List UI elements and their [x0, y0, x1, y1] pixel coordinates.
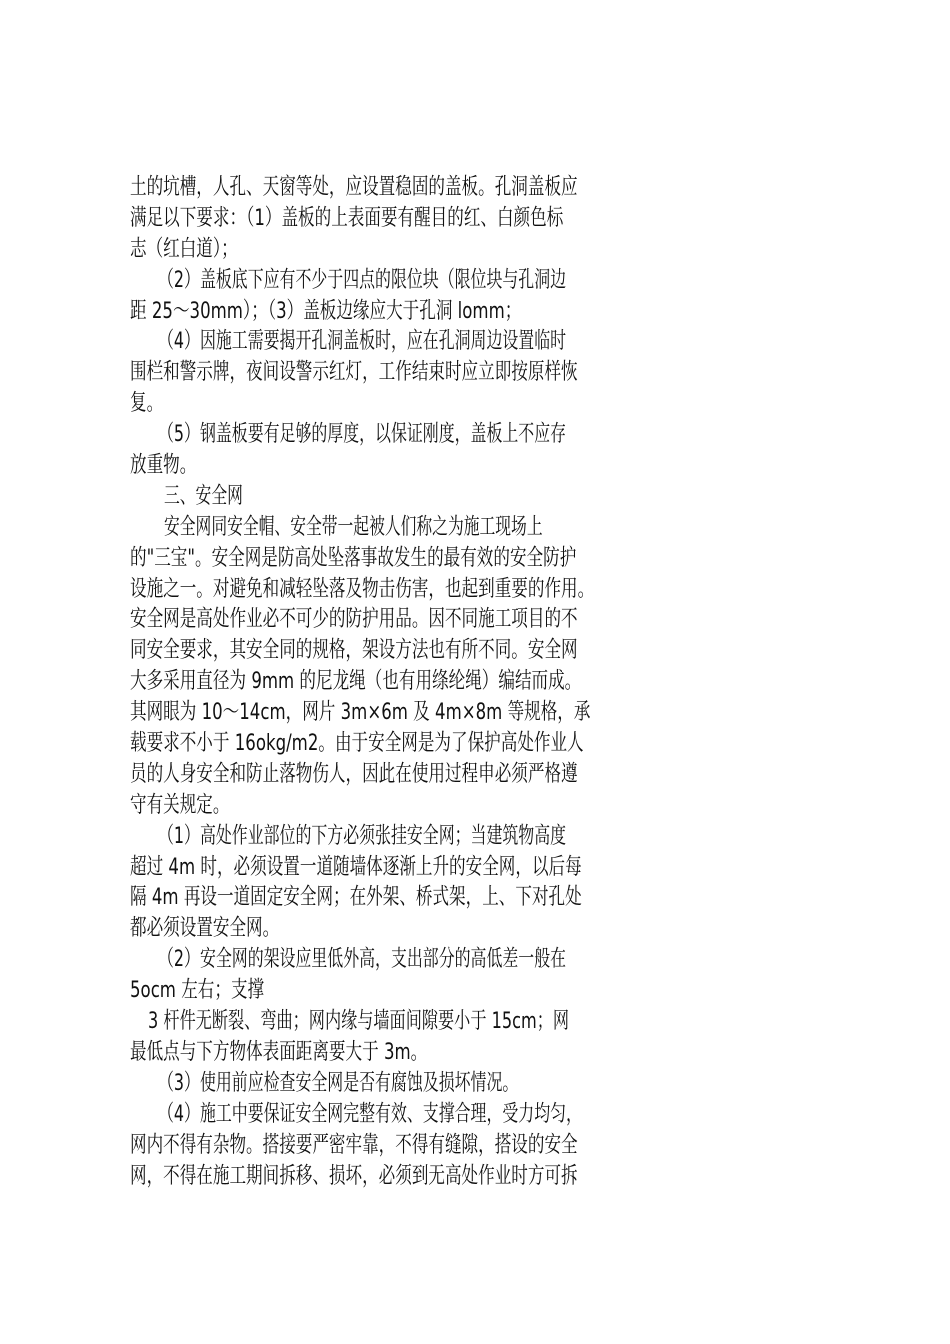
text-line: （2）盖板底下应有不少于四点的限位块（限位块与孔洞边: [158, 266, 567, 293]
text-line: 网内不得有杂物。搭接要严密牢靠，不得有缝隙，搭设的安全: [130, 1131, 578, 1158]
text-line: 距 25～30mm）；（3）盖板边缘应大于孔洞 lomm；: [130, 297, 522, 324]
text-line: 放重物。: [130, 452, 197, 479]
text-line: 满足以下要求：（1）盖板的上表面要有醒目的红、白颜色标: [130, 204, 564, 231]
text-line: （4）施工中要保证安全网完整有效、支撑合理，受力均匀，: [158, 1100, 582, 1127]
text-line: 土的坑槽，人孔、天窗等处，应设置稳固的盖板。孔洞盖板应: [130, 174, 578, 200]
text-line: 同安全要求，其安全同的规格，架设方法也有所不同。安全网: [130, 637, 578, 664]
text-line: （5）钢盖板要有足够的厚度，以保证刚度，盖板上不应存: [158, 421, 567, 448]
text-line: 超过 4m 时，必须设置一道随墙体逐渐上升的安全网，以后每: [130, 853, 582, 880]
text-line: 隔 4m 再设一道固定安全网；在外架、桥式架，上、下对孔处: [130, 884, 582, 911]
text-line: 安全网是高处作业必不可少的防护用品。因不同施工项目的不: [130, 606, 578, 633]
text-line: 5ocm 左右；支撑: [130, 977, 265, 1004]
text-line: （3）使用前应检查安全网是否有腐蚀及损坏情况。: [158, 1069, 519, 1096]
text-line: （2）安全网的架设应里低外高，支出部分的高低差一般在: [158, 946, 567, 973]
text-line: 3 杆件无断裂、弯曲；网内缘与墙面间隙要小于 15cm；网: [148, 1008, 570, 1035]
text-line: 志（红白道）；: [130, 235, 238, 262]
text-line: 其网眼为 10～14cm，网片 3m×6m 及 4m×8m 等规格，承: [130, 699, 591, 726]
text-line: 设施之一。对避免和减轻坠落及物击伤害，也起到重要的作用。: [130, 575, 595, 602]
document-body: [0, 172, 950, 1191]
text-line: 最低点与下方物体表面距离要大于 3m。: [130, 1038, 428, 1065]
text-line: （4）因施工需要揭开孔洞盖板时，应在孔洞周边设置临时: [158, 328, 567, 355]
text-line: 网，不得在施工期间拆移、损坏，必须到无高处作业时方可拆: [130, 1162, 578, 1189]
text-line: 围栏和警示牌，夜间设警示红灯，工作结束时应立即按原样恢: [130, 359, 578, 386]
text-line: 载要求不小于 16okg/m2。由于安全网是为了保护高处作业人: [130, 730, 584, 757]
text-line: 安全网同安全帽、安全带一起被人们称之为施工现场上: [164, 513, 543, 540]
section-heading: 三、安全网: [164, 482, 243, 509]
text-line: 的"三宝"。安全网是防高处坠落事故发生的最有效的安全防护: [130, 544, 577, 571]
text-line: 大多采用直径为 9mm 的尼龙绳（也有用绦纶绳）编结而成。: [130, 668, 582, 695]
text-line: 守有关规定。: [130, 791, 230, 818]
text-line: 员的人身安全和防止落物伤人，因此在使用过程申必须严格遵: [130, 760, 578, 787]
text-line: 都必须设置安全网。: [130, 915, 280, 942]
text-line: （1）高处作业部位的下方必须张挂安全网；当建筑物高度: [158, 822, 567, 849]
text-line: 复。: [130, 390, 164, 417]
